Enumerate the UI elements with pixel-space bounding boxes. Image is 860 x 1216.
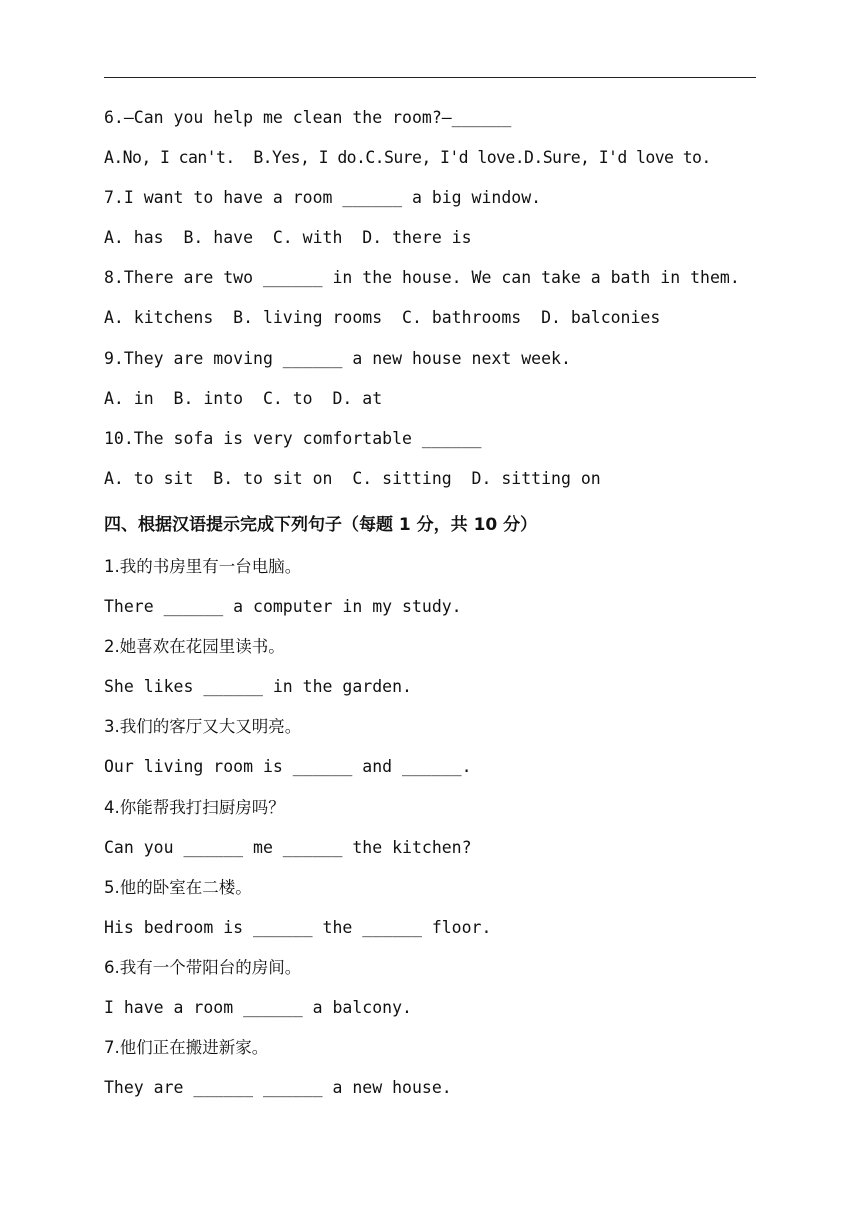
question-8-options: A. kitchens B. living rooms C. bathrooms D. balconies: [104, 308, 661, 328]
item-5-chinese: 5.他的卧室在二楼。: [104, 877, 252, 897]
question-8-stem: 8.There are two ______ in the house. We can take a bath in them.: [104, 268, 740, 288]
item-1-english: There ______ a computer in my study.: [104, 597, 462, 617]
question-9-stem: 9.They are moving ______ a new house next week.: [104, 348, 571, 368]
item-3-english: Our living room is ______ and ______.: [104, 757, 472, 777]
item-1-chinese: 1.我的书房里有一台电脑。: [104, 556, 302, 576]
translation-block: [104, 553, 804, 1114]
item-4-chinese: 4.你能帮我打扫厨房吗？: [104, 797, 285, 817]
question-6-options: A.No, I can't. B.Yes, I do.C.Sure, I'd love.D.Sure, I'd love to.: [104, 148, 711, 168]
question-9-options: A. in B. into C. to D. at: [104, 388, 383, 408]
question-7-options: A. has B. have C. with D. there is: [104, 228, 472, 248]
item-4-english: Can you ______ me ______ the kitchen?: [104, 837, 472, 857]
item-2-chinese: 2.她喜欢在花园里读书。: [104, 637, 285, 657]
item-6-english: I have a room ______ a balcony.: [104, 997, 412, 1017]
item-7-english: They are ______ ______ a new house.: [104, 1078, 452, 1098]
worksheet-content: [104, 104, 804, 1114]
question-7-stem: 7.I want to have a room ______ a big window.: [104, 188, 542, 208]
header-rule: [104, 77, 756, 78]
question-6-stem: 6.—Can you help me clean the room?—______: [104, 108, 512, 127]
item-5-english: His bedroom is ______ the ______ floor.: [104, 917, 492, 937]
item-3-chinese: 3.我们的客厅又大又明亮。: [104, 717, 302, 737]
question-10-options: A. to sit B. to sit on C. sitting D. sitting on: [104, 468, 601, 488]
multiple-choice-block: [104, 104, 804, 505]
section-4-heading: 四、根据汉语提示完成下列句子（每题 1 分，共 10 分）: [104, 514, 538, 535]
item-6-chinese: 6.我有一个带阳台的房间。: [104, 957, 302, 977]
question-10-stem: 10.The sofa is very comfortable ______: [104, 428, 482, 448]
item-7-chinese: 7.他们正在搬进新家。: [104, 1038, 269, 1058]
item-2-english: She likes ______ in the garden.: [104, 677, 412, 697]
